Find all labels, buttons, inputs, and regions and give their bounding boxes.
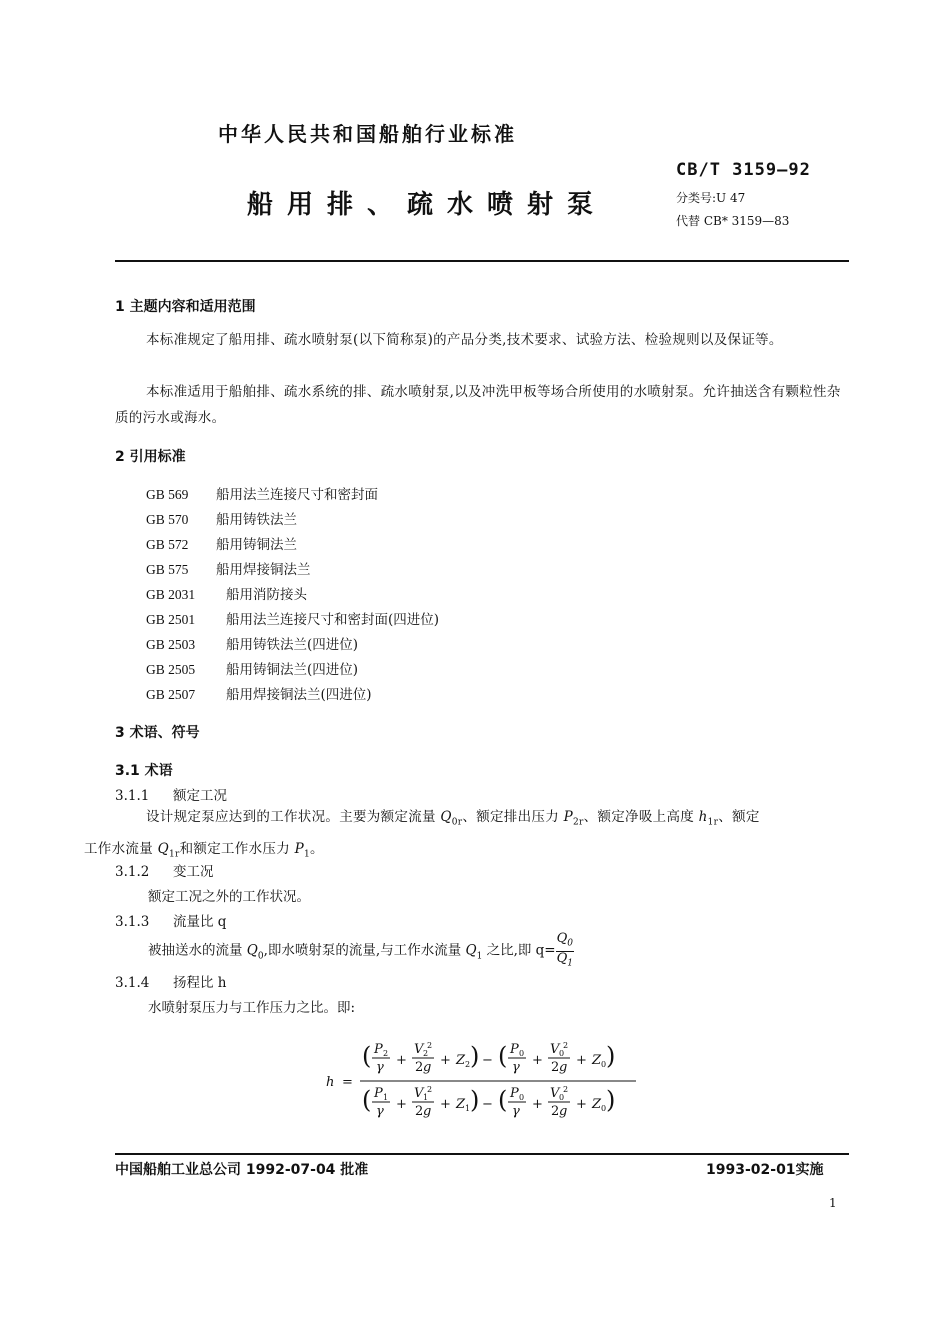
clause-3-1-1-text: 设计规定泵应达到的工作状况。主要为额定流量 $Q_{0r}$、额定排出压力 $P_{2r}$、额定净吸上高度 $h_{1r}$、额定 工作水流量 $Q_{1r}$和额定工作水压力 $P_1$。 [84,809,760,860]
clause-name: 流量比 q [173,914,227,930]
reference-item [146,533,297,553]
svg-text:1: 1 [383,1093,389,1102]
clause-number: 3.1.1 [115,788,150,804]
svg-text:γ: γ [512,1060,520,1075]
reference-item [146,483,378,503]
reference-title: 船用焊接铜法兰 [216,562,311,578]
section-1-heading: 1 主题内容和适用范围 [115,299,256,315]
clause-name: 额定工况 [173,788,227,804]
clause-name: 扬程比 h [173,975,227,991]
svg-text:2: 2 [427,1041,433,1050]
svg-text:0: 0 [559,1049,565,1058]
svg-text:+: + [532,1097,543,1112]
reference-item [146,508,297,528]
svg-text:2: 2 [427,1085,433,1094]
reference-code: GB 2507 [146,687,196,702]
clause-number: 3.1.4 [115,975,150,991]
svg-text:V: V [414,1042,424,1057]
clause-3-1-2 [115,860,214,880]
standard-code: CB/T 3159—92 [676,160,811,180]
reference-item [146,558,311,578]
reference-code: GB 2501 [146,612,196,627]
svg-text:+: + [576,1097,587,1112]
svg-text:g: g [559,1104,568,1119]
svg-text:2: 2 [423,1049,429,1058]
clause-3-1-1 [115,784,227,804]
clause-3-1-4 [115,971,227,991]
replaces-standard: 代替 CB* 3159—83 [676,214,790,228]
svg-text:): ) [470,1086,480,1114]
reference-title: 船用铸铁法兰(四进位) [226,637,359,653]
svg-text:P: P [374,1086,383,1101]
reference-title: 船用铸铜法兰 [216,537,297,553]
svg-text:2: 2 [551,1104,560,1119]
flow-ratio-fraction: $\frac{Q_0}{Q_1}$ [556,931,574,969]
reference-code: GB 2031 [146,587,196,602]
section-3-1-heading: 3.1 术语 [115,763,173,779]
reference-title: 船用焊接铜法兰(四进位) [226,687,372,703]
clause-number: 3.1.2 [115,864,150,880]
svg-text:(: ( [362,1042,372,1070]
svg-text:1: 1 [423,1093,429,1102]
svg-text:Z: Z [456,1097,466,1112]
issuing-organization: 中华人民共和国船舶行业标准 [218,122,517,146]
svg-text:2: 2 [563,1085,569,1094]
reference-title: 船用铸铜法兰(四进位) [226,662,359,678]
head-ratio-formula [318,1036,648,1122]
clause-3-1-4-text: 水喷射泵压力与工作压力之比。即: [148,1000,356,1016]
page-number: 1 [829,1196,837,1210]
svg-text:−: − [482,1097,493,1112]
reference-item [146,608,439,628]
svg-text:Z: Z [592,1097,602,1112]
reference-code: GB 572 [146,537,189,552]
reference-item [146,583,307,603]
svg-text:(: ( [362,1086,372,1114]
classification-number: 分类号:U 47 [676,191,746,205]
svg-text:V: V [414,1086,424,1101]
svg-text:V: V [550,1042,560,1057]
svg-text:+: + [396,1053,407,1068]
svg-text:=: = [342,1075,353,1090]
section-1-paragraph-2: 本标准适用于船舶排、疏水系统的排、疏水喷射泵,以及冲洗甲板等场合所使用的水喷射泵。允许抽送含有颗粒性杂质的污水或海水。 [115,384,841,426]
header-rule [115,260,849,262]
svg-text:2: 2 [415,1104,424,1119]
svg-text:g: g [423,1104,432,1119]
svg-text:γ: γ [376,1060,384,1075]
svg-text:+: + [532,1053,543,1068]
svg-text:γ: γ [512,1104,520,1119]
svg-text:+: + [396,1097,407,1112]
reference-code: GB 569 [146,487,189,502]
svg-text:0: 0 [601,1060,607,1069]
svg-text:2: 2 [383,1049,389,1058]
svg-text:): ) [606,1086,616,1114]
svg-text:(: ( [498,1086,508,1114]
svg-text:1: 1 [465,1104,471,1113]
svg-text:P: P [374,1042,383,1057]
reference-title: 船用法兰连接尺寸和密封面(四进位) [226,612,440,628]
svg-text:g: g [559,1060,568,1075]
svg-text:0: 0 [519,1093,525,1102]
clause-number: 3.1.3 [115,914,150,930]
svg-text:0: 0 [559,1093,565,1102]
reference-title: 船用法兰连接尺寸和密封面 [216,487,378,503]
reference-item [146,633,358,653]
svg-text:γ: γ [376,1104,384,1119]
section-2-heading: 2 引用标准 [115,449,186,465]
reference-code: GB 575 [146,562,189,577]
svg-text:+: + [576,1053,587,1068]
svg-text:P: P [510,1042,519,1057]
svg-text:2: 2 [551,1060,560,1075]
clause-3-1-2-text: 额定工况之外的工作状况。 [148,889,310,905]
svg-text:−: − [482,1053,493,1068]
clause-name: 变工况 [173,864,214,880]
svg-text:Z: Z [592,1053,602,1068]
clause-3-1-3 [115,910,226,930]
effective-date: 1993-02-01实施 [706,1162,824,1178]
reference-code: GB 2505 [146,662,196,677]
reference-item [146,658,358,678]
svg-text:g: g [423,1060,432,1075]
approval-date: 中国船舶工业总公司 1992-07-04 批准 [115,1162,369,1178]
reference-title: 船用消防接头 [226,587,307,603]
svg-text:P: P [510,1086,519,1101]
reference-code: GB 570 [146,512,189,527]
svg-text:): ) [470,1042,480,1070]
reference-item [146,683,372,703]
svg-text:Z: Z [456,1053,466,1068]
footer-rule [115,1153,849,1155]
svg-text:0: 0 [519,1049,525,1058]
svg-text:(: ( [498,1042,508,1070]
svg-text:2: 2 [465,1060,471,1069]
svg-text:): ) [606,1042,616,1070]
section-1-paragraph-1: 本标准规定了船用排、疏水喷射泵(以下简称泵)的产品分类,技术要求、试验方法、检验规则以及保证等。 [146,332,783,348]
svg-text:V: V [550,1086,560,1101]
svg-text:2: 2 [415,1060,424,1075]
reference-code: GB 2503 [146,637,196,652]
svg-text:2: 2 [563,1041,569,1050]
reference-title: 船用铸铁法兰 [216,512,297,528]
svg-text:0: 0 [601,1104,607,1113]
svg-text:h: h [326,1075,335,1090]
svg-text:+: + [440,1053,451,1068]
svg-text:+: + [440,1097,451,1112]
section-3-heading: 3 术语、符号 [115,725,200,741]
clause-3-1-3-text: 被抽送水的流量 $Q_0$,即水喷射泵的流量,与工作水流量 $Q_1$ 之比,即 q= $\frac{Q_0}{Q_1}$ [148,931,574,969]
document-title: 船用排、疏水喷射泵 [247,190,608,220]
